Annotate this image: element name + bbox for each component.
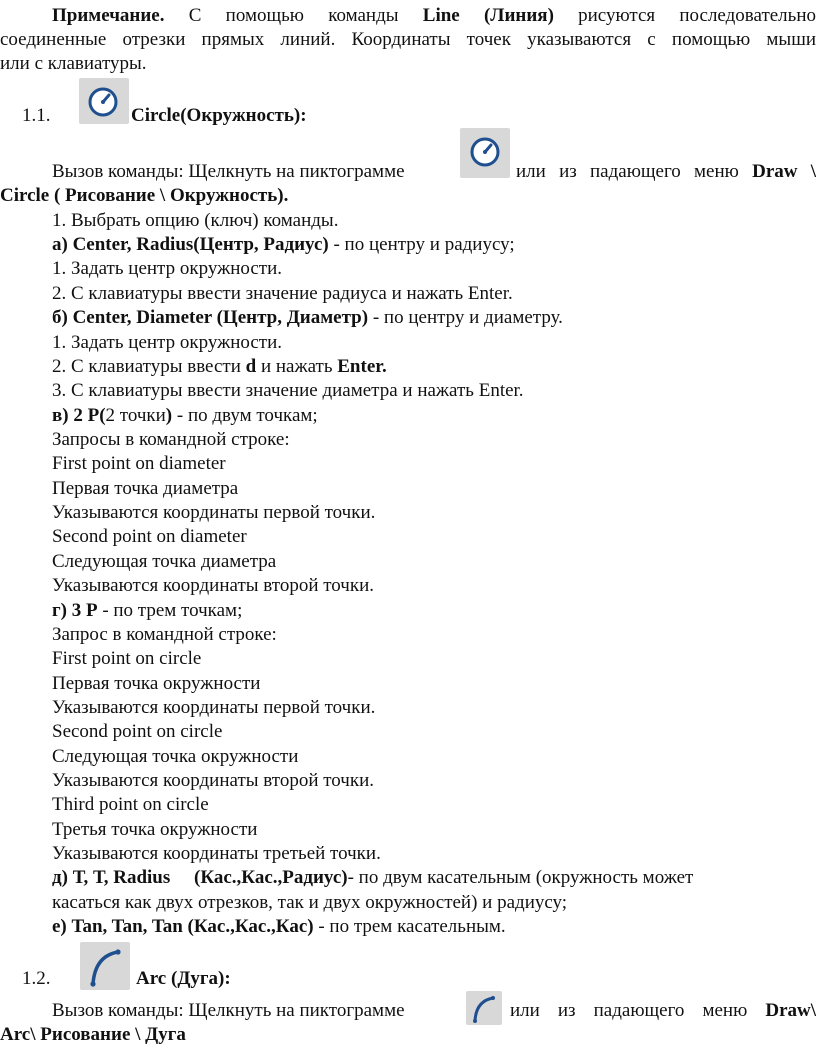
circle-tool-icon[interactable] [460,128,510,178]
arc-call-text: Вызов команды: Щелкнуть на пиктограмме [52,1000,405,1021]
option-b-title: б) Center, Diameter (Центр, Диаметр) [52,307,369,328]
option-g-desc: - по трем точкам; [97,600,243,621]
arc-menu-draw: Draw\ [765,1000,816,1021]
arc-call-mid: или из падающего меню [510,1000,748,1021]
option-c [52,404,318,428]
g-line-9: Указываются координаты третьей точки. [52,843,381,864]
option-d [52,866,693,890]
option-e-desc: - по трем касательным. [313,916,506,937]
option-a [52,233,515,257]
option-c-title: в) 2 Р( [52,405,106,426]
c-line-2: Первая точка диаметра [52,478,239,499]
arc-tool-icon[interactable] [80,942,130,990]
option-c-desc: - по двум точкам; [172,405,318,426]
option-d-desc: - по двум касательным (окружность может [347,867,694,888]
option-c-paren: ) [165,405,173,426]
option-d-title: д) Т, Т, Radius (Кас.,Кас.,Радиус) [52,867,348,888]
b2-enter: Enter. [337,356,387,377]
option-a-step-1: 1. Задать центр окружности. [52,258,282,279]
g-line-6: Указываются координаты второй точки. [52,770,374,791]
arc-menu-path: Arc\ Рисование \ Дуга [0,1024,186,1045]
g-line-1: First point on circle [52,648,202,669]
g-line-3: Указываются координаты первой точки. [52,697,376,718]
circle-tool-icon[interactable] [79,78,129,124]
note-line-2: соединенные отрезки прямых линий. Координаты точек указываются с помощью мыши [0,29,816,50]
c-line-5: Следующая точка диаметра [52,551,277,572]
g-line-2: Первая точка окружности [52,673,261,694]
option-e [52,915,506,939]
g-prompt: Запрос в командной строке: [52,624,277,645]
call-menu-text [516,160,816,184]
section-number: 1.1. [22,105,51,126]
option-b-desc: - по центру и диаметру. [368,307,563,328]
option-b-step-3: 3. С клавиатуры ввести значение диаметра и нажать Enter. [52,380,524,401]
call-mid: или из падающего меню [516,161,739,182]
section-heading: Circle(Окружность): [131,105,307,126]
note-command: Line (Линия) [422,5,554,26]
menu-draw: Draw \ [752,161,816,182]
option-e-title: е) Tan, Tan, Tan (Кас.,Кас.,Кас) [52,916,314,937]
call-text: Вызов команды: Щелкнуть на пиктограмме [52,161,405,182]
option-a-step-2: 2. С клавиатуры ввести значение радиуса и нажать Enter. [52,283,513,304]
c-line-3: Указываются координаты первой точки. [52,502,376,523]
option-b-step-2 [52,355,387,379]
arc-section-heading: Arc (Дуга): [136,968,231,989]
option-d-line-2: касаться как двух отрезков, так и двух окружностей) и радиусу; [52,892,568,913]
g-line-4: Second point on circle [52,721,223,742]
note-label: Примечание. [52,5,165,26]
c-line-4: Second point on diameter [52,526,247,547]
c-line-6: Указываются координаты второй точки. [52,575,374,596]
g-line-5: Следующая точка окружности [52,746,299,767]
option-a-desc: - по центру и радиусу; [328,234,515,255]
step-1: 1. Выбрать опцию (ключ) команды. [52,210,339,231]
g-line-7: Third point on circle [52,794,209,815]
c-prompts: Запросы в командной строке: [52,429,290,450]
note-line-1 [52,4,816,28]
menu-path: Circle ( Рисование \ Окружность). [0,185,289,206]
b2-d: d [245,356,257,377]
b2-mid: и нажать [256,356,338,377]
option-g-title: г) 3 Р [52,600,98,621]
option-g [52,599,242,623]
option-b [52,306,563,330]
b2-pre: 2. С клавиатуры ввести [52,356,246,377]
arc-section-number: 1.2. [22,968,51,989]
note-text-post: рисуются последовательно [553,5,816,26]
arc-tool-icon[interactable] [466,991,502,1025]
arc-call-menu-text [510,999,816,1023]
option-c-norm: 2 точки [105,405,166,426]
g-line-8: Третья точка окружности [52,819,258,840]
option-a-title: а) Center, Radius(Центр, Радиус) [52,234,329,255]
c-line-1: First point on diameter [52,453,226,474]
note-text-pre: С помощью команды [164,5,423,26]
note-line-3: или с клавиатуры. [0,53,147,74]
option-b-step-1: 1. Задать центр окружности. [52,332,282,353]
